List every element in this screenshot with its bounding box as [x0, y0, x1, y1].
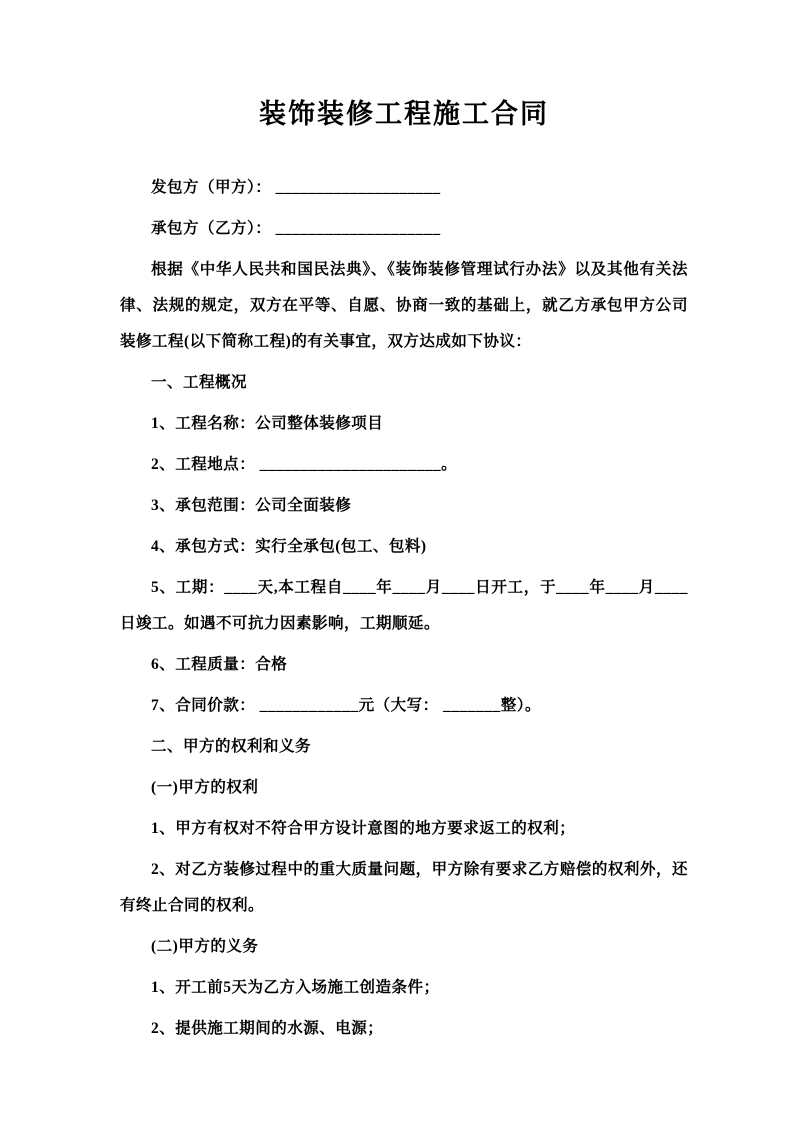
paragraph-18: 2、提供施工期间的水源、电源； [151, 1020, 384, 1038]
paragraph-6: 2、工程地点： ______________________。 [151, 456, 458, 474]
paragraph-12: 二、甲方的权利和义务 [151, 738, 312, 756]
paragraph-1: 发包方（甲方）： ____________________ [151, 179, 441, 197]
document-title: 装饰装修工程施工合同 [259, 99, 549, 129]
paragraph-2: 承包方（乙方）： ____________________ [151, 220, 441, 238]
paragraph-14: 1、甲方有权对不符合甲方设计意图的地方要求返工的权利； [151, 820, 576, 838]
paragraph-16: (二)甲方的义务 [151, 938, 259, 956]
paragraph-10: 6、工程质量：合格 [151, 656, 288, 674]
paragraph-13: (一)甲方的权利 [151, 779, 259, 797]
paragraph-8: 4、承包方式：实行全承包(包工、包料) [151, 538, 427, 556]
paragraph-4: 一、工程概况 [151, 374, 248, 392]
document-body [120, 170, 688, 1047]
paragraph-11: 7、合同价款： ____________元（大写： _______整）。 [151, 697, 542, 715]
paragraph-9: 5、工期：____天,本工程自____年____月____日开工，于____年____月____日竣工。如遇不可抗力因素影响，工期顺延。 [120, 579, 688, 633]
paragraph-7: 3、承包范围：公司全面装修 [151, 497, 352, 515]
paragraph-15: 2、对乙方装修过程中的重大质量问题，甲方除有要求乙方赔偿的权利外，还有终止合同的权利。 [120, 861, 688, 915]
paragraph-17: 1、开工前5天为乙方入场施工创造条件； [151, 979, 440, 997]
paragraph-3: 根据《中华人民共和国民法典》、《装饰装修管理试行办法》以及其他有关法律、法规的规定，双方在平等、自愿、协商一致的基础上，就乙方承包甲方公司装修工程(以下简称工程)的有关事宜，双方达成如下协议： [120, 261, 688, 351]
paragraph-5: 1、工程名称：公司整体装修项目 [151, 415, 384, 433]
